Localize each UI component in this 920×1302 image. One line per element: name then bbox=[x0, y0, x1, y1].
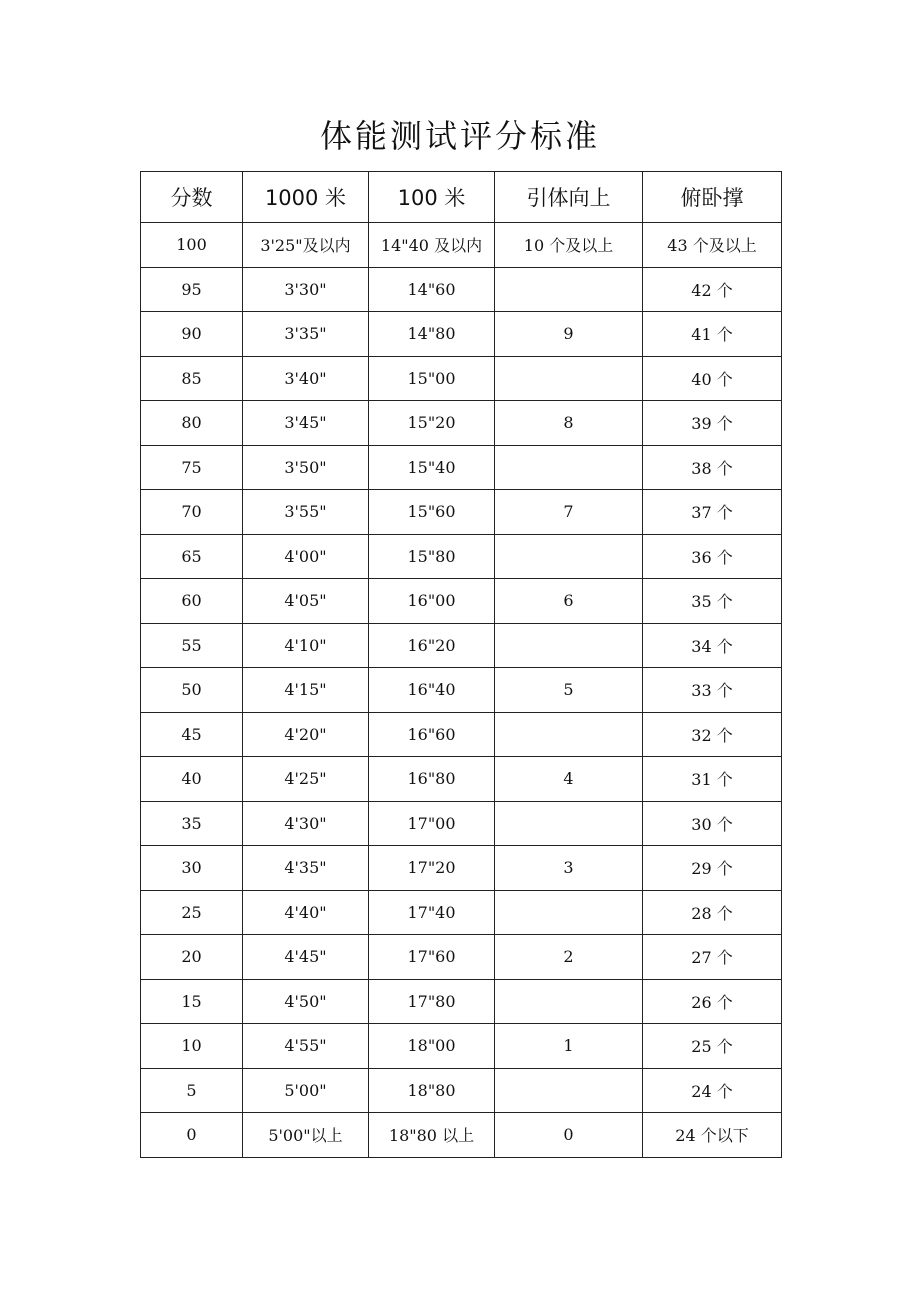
push-ups-cell: 30 个 bbox=[643, 801, 782, 846]
time-1000m-cell: 4'35" bbox=[243, 846, 369, 891]
score-cell: 95 bbox=[141, 267, 243, 312]
time-1000m-cell: 4'05" bbox=[243, 579, 369, 624]
score-cell: 80 bbox=[141, 401, 243, 446]
table-row bbox=[141, 979, 782, 1024]
pull-ups-cell bbox=[495, 356, 643, 401]
time-1000m-cell: 4'40" bbox=[243, 890, 369, 935]
time-1000m-cell: 4'55" bbox=[243, 1024, 369, 1069]
table-row bbox=[141, 356, 782, 401]
score-cell: 35 bbox=[141, 801, 243, 846]
pull-ups-cell: 0 bbox=[495, 1113, 643, 1158]
time-100m-cell: 16"00 bbox=[369, 579, 495, 624]
time-1000m-cell: 4'20" bbox=[243, 712, 369, 757]
pull-ups-cell: 5 bbox=[495, 668, 643, 713]
table-row bbox=[141, 579, 782, 624]
pull-ups-cell: 9 bbox=[495, 312, 643, 357]
push-ups-cell: 41 个 bbox=[643, 312, 782, 357]
time-100m-cell: 18"80 以上 bbox=[369, 1113, 495, 1158]
push-ups-cell: 34 个 bbox=[643, 623, 782, 668]
push-ups-cell: 33 个 bbox=[643, 668, 782, 713]
push-ups-cell: 42 个 bbox=[643, 267, 782, 312]
pull-ups-cell bbox=[495, 1068, 643, 1113]
push-ups-cell: 31 个 bbox=[643, 757, 782, 802]
pull-ups-cell: 4 bbox=[495, 757, 643, 802]
score-cell: 75 bbox=[141, 445, 243, 490]
table-row bbox=[141, 1024, 782, 1069]
table-row bbox=[141, 1113, 782, 1158]
time-1000m-cell: 4'10" bbox=[243, 623, 369, 668]
table-row bbox=[141, 712, 782, 757]
time-1000m-cell: 4'45" bbox=[243, 935, 369, 980]
pull-ups-cell bbox=[495, 534, 643, 579]
push-ups-cell: 24 个以下 bbox=[643, 1113, 782, 1158]
table-row bbox=[141, 223, 782, 268]
time-100m-cell: 15"80 bbox=[369, 534, 495, 579]
score-cell: 20 bbox=[141, 935, 243, 980]
score-cell: 55 bbox=[141, 623, 243, 668]
score-cell: 5 bbox=[141, 1068, 243, 1113]
pull-ups-cell bbox=[495, 979, 643, 1024]
push-ups-cell: 25 个 bbox=[643, 1024, 782, 1069]
time-100m-cell: 15"20 bbox=[369, 401, 495, 446]
table-row bbox=[141, 890, 782, 935]
push-ups-cell: 37 个 bbox=[643, 490, 782, 535]
header-score: 分数 bbox=[141, 172, 243, 223]
pull-ups-cell: 8 bbox=[495, 401, 643, 446]
time-1000m-cell: 4'00" bbox=[243, 534, 369, 579]
time-1000m-cell: 4'30" bbox=[243, 801, 369, 846]
table-row bbox=[141, 445, 782, 490]
score-cell: 60 bbox=[141, 579, 243, 624]
time-100m-cell: 18"00 bbox=[369, 1024, 495, 1069]
page-title: 体能测试评分标准 bbox=[319, 117, 600, 155]
time-100m-cell: 17"80 bbox=[369, 979, 495, 1024]
score-cell: 15 bbox=[141, 979, 243, 1024]
pull-ups-cell bbox=[495, 623, 643, 668]
score-cell: 25 bbox=[141, 890, 243, 935]
pull-ups-cell bbox=[495, 712, 643, 757]
score-cell: 30 bbox=[141, 846, 243, 891]
score-cell: 45 bbox=[141, 712, 243, 757]
time-100m-cell: 16"40 bbox=[369, 668, 495, 713]
push-ups-cell: 27 个 bbox=[643, 935, 782, 980]
time-100m-cell: 17"20 bbox=[369, 846, 495, 891]
table-row bbox=[141, 935, 782, 980]
score-cell: 65 bbox=[141, 534, 243, 579]
time-1000m-cell: 4'50" bbox=[243, 979, 369, 1024]
time-100m-cell: 18"80 bbox=[369, 1068, 495, 1113]
time-100m-cell: 17"40 bbox=[369, 890, 495, 935]
push-ups-cell: 43 个及以上 bbox=[643, 223, 782, 268]
push-ups-cell: 26 个 bbox=[643, 979, 782, 1024]
header-push-ups: 俯卧撑 bbox=[643, 172, 782, 223]
pull-ups-cell: 10 个及以上 bbox=[495, 223, 643, 268]
table-row bbox=[141, 401, 782, 446]
table-row bbox=[141, 668, 782, 713]
time-1000m-cell: 3'55" bbox=[243, 490, 369, 535]
score-cell: 100 bbox=[141, 223, 243, 268]
time-100m-cell: 15"60 bbox=[369, 490, 495, 535]
pull-ups-cell: 3 bbox=[495, 846, 643, 891]
time-100m-cell: 16"20 bbox=[369, 623, 495, 668]
time-1000m-cell: 3'45" bbox=[243, 401, 369, 446]
time-1000m-cell: 4'25" bbox=[243, 757, 369, 802]
time-100m-cell: 16"60 bbox=[369, 712, 495, 757]
score-cell: 70 bbox=[141, 490, 243, 535]
time-1000m-cell: 5'00" bbox=[243, 1068, 369, 1113]
score-cell: 40 bbox=[141, 757, 243, 802]
pull-ups-cell bbox=[495, 267, 643, 312]
score-cell: 50 bbox=[141, 668, 243, 713]
score-cell: 90 bbox=[141, 312, 243, 357]
time-1000m-cell: 3'35" bbox=[243, 312, 369, 357]
table-row bbox=[141, 1068, 782, 1113]
time-100m-cell: 15"00 bbox=[369, 356, 495, 401]
time-1000m-cell: 3'40" bbox=[243, 356, 369, 401]
score-cell: 85 bbox=[141, 356, 243, 401]
push-ups-cell: 35 个 bbox=[643, 579, 782, 624]
table-row bbox=[141, 267, 782, 312]
pull-ups-cell: 7 bbox=[495, 490, 643, 535]
pull-ups-cell: 1 bbox=[495, 1024, 643, 1069]
score-table bbox=[140, 171, 782, 1158]
push-ups-cell: 40 个 bbox=[643, 356, 782, 401]
table-row bbox=[141, 846, 782, 891]
table-row bbox=[141, 801, 782, 846]
time-100m-cell: 15"40 bbox=[369, 445, 495, 490]
pull-ups-cell bbox=[495, 445, 643, 490]
time-100m-cell: 17"00 bbox=[369, 801, 495, 846]
time-100m-cell: 14"40 及以内 bbox=[369, 223, 495, 268]
time-1000m-cell: 3'30" bbox=[243, 267, 369, 312]
header-100m: 100 米 bbox=[369, 172, 495, 223]
table-body bbox=[141, 223, 782, 1158]
push-ups-cell: 24 个 bbox=[643, 1068, 782, 1113]
pull-ups-cell bbox=[495, 801, 643, 846]
time-1000m-cell: 5'00"以上 bbox=[243, 1113, 369, 1158]
time-100m-cell: 14"60 bbox=[369, 267, 495, 312]
header-pull-ups: 引体向上 bbox=[495, 172, 643, 223]
time-1000m-cell: 3'25"及以内 bbox=[243, 223, 369, 268]
time-1000m-cell: 3'50" bbox=[243, 445, 369, 490]
time-100m-cell: 16"80 bbox=[369, 757, 495, 802]
time-100m-cell: 14"80 bbox=[369, 312, 495, 357]
table-row bbox=[141, 534, 782, 579]
pull-ups-cell: 2 bbox=[495, 935, 643, 980]
push-ups-cell: 36 个 bbox=[643, 534, 782, 579]
pull-ups-cell bbox=[495, 890, 643, 935]
table-row bbox=[141, 623, 782, 668]
push-ups-cell: 29 个 bbox=[643, 846, 782, 891]
header-row bbox=[141, 172, 782, 223]
time-1000m-cell: 4'15" bbox=[243, 668, 369, 713]
table-row bbox=[141, 312, 782, 357]
table-row bbox=[141, 490, 782, 535]
table-header bbox=[141, 172, 782, 223]
pull-ups-cell: 6 bbox=[495, 579, 643, 624]
header-1000m: 1000 米 bbox=[243, 172, 369, 223]
score-cell: 10 bbox=[141, 1024, 243, 1069]
push-ups-cell: 38 个 bbox=[643, 445, 782, 490]
table-row bbox=[141, 757, 782, 802]
push-ups-cell: 32 个 bbox=[643, 712, 782, 757]
time-100m-cell: 17"60 bbox=[369, 935, 495, 980]
score-cell: 0 bbox=[141, 1113, 243, 1158]
push-ups-cell: 39 个 bbox=[643, 401, 782, 446]
push-ups-cell: 28 个 bbox=[643, 890, 782, 935]
